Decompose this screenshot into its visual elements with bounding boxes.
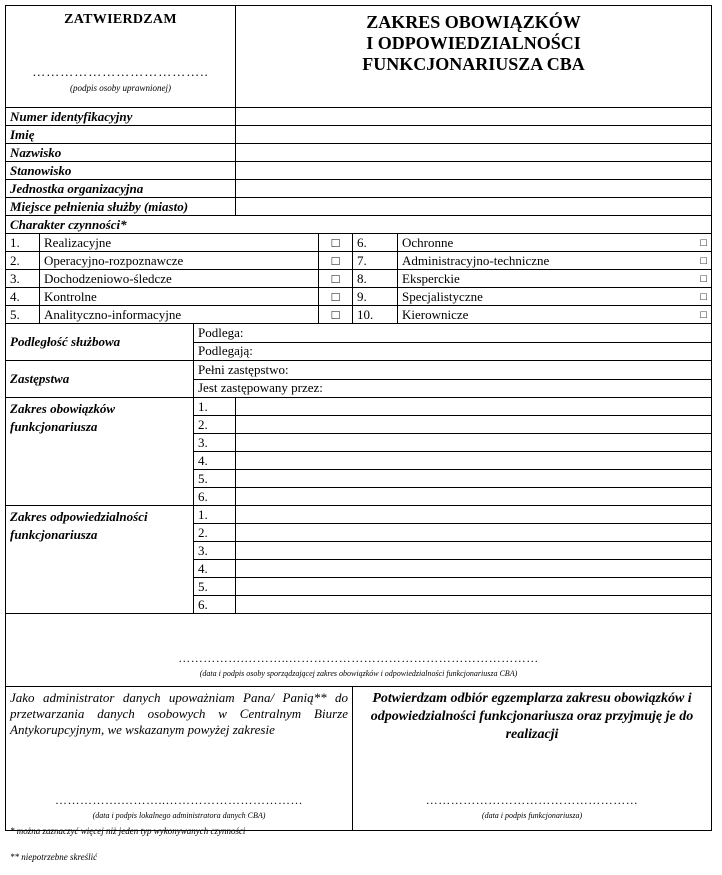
title-line-3: FUNKCJONARIUSZA CBA — [362, 54, 585, 74]
place-label: Miejsce pełnienia służby (miasto) — [6, 198, 236, 216]
first-name-label: Imię — [6, 126, 236, 144]
activity-number: 10. — [353, 306, 398, 324]
activity-checkbox[interactable]: □ — [319, 288, 353, 306]
responsibility-field[interactable] — [236, 578, 712, 596]
activity-label: Operacyjno-rozpoznawcze — [40, 252, 319, 270]
activity-row — [6, 288, 712, 306]
position-label: Stanowisko — [6, 162, 236, 180]
activity-checkbox[interactable]: □ — [700, 290, 708, 303]
activity-label: Kontrolne — [40, 288, 319, 306]
substitution-label: Zastępstwa — [6, 361, 194, 398]
reports-to-field[interactable]: Podlega: — [194, 324, 712, 343]
administrator-signature-line: …………….………..…………………………… — [55, 793, 303, 807]
activity-checkbox[interactable]: □ — [700, 272, 708, 285]
responsibility-field[interactable] — [236, 560, 712, 578]
activity-label: Eksperckie □ — [398, 270, 712, 288]
responsibility-number: 2. — [194, 524, 236, 542]
activity-row — [6, 306, 712, 324]
activity-label: Dochodzeniowo-śledcze — [40, 270, 319, 288]
substitutes-field[interactable]: Pełni zastępstwo: — [194, 361, 712, 380]
activity-number: 2. — [6, 252, 40, 270]
duty-field[interactable] — [236, 398, 712, 416]
unit-label: Jednostka organizacyjna — [6, 180, 236, 198]
activity-label: Realizacyjne — [40, 234, 319, 252]
preparer-signature-line: …………….………..…………………………………………………… — [178, 651, 539, 665]
duties-form — [5, 5, 712, 831]
duties-label: Zakres obowiązków funkcjonariusza — [6, 398, 194, 506]
duty-number: 4. — [194, 452, 236, 470]
activity-checkbox[interactable]: □ — [319, 270, 353, 288]
activity-row — [6, 270, 712, 288]
approval-cell — [6, 6, 236, 108]
title-line-1: ZAKRES OBOWIĄZKÓW — [366, 12, 581, 32]
activity-number: 5. — [6, 306, 40, 324]
title-cell — [236, 6, 712, 108]
duty-field[interactable] — [236, 488, 712, 506]
responsibility-number: 1. — [194, 506, 236, 524]
activity-checkbox[interactable]: □ — [319, 252, 353, 270]
responsibility-number: 6. — [194, 596, 236, 614]
confirmation-cell — [353, 687, 712, 831]
administrator-caption: (data i podpis lokalnego administratora danych CBA) — [92, 811, 266, 820]
authorization-text: Jako administrator danych upoważniam Pana/ Panią** do przetwarzania danych osobowych w Centralnym Biurze Antykorupcyjnym, we wskazanym powyżej zakresie — [10, 690, 348, 737]
id-number-field[interactable] — [236, 108, 712, 126]
activity-label: Ochronne □ — [398, 234, 712, 252]
position-field[interactable] — [236, 162, 712, 180]
officer-caption: (data i podpis funkcjonariusza) — [481, 811, 583, 820]
duty-number: 6. — [194, 488, 236, 506]
preparer-signature-cell — [6, 614, 712, 687]
duty-field[interactable] — [236, 470, 712, 488]
title-line-2: I ODPOWIEDZIALNOŚCI — [366, 33, 581, 53]
last-name-label: Nazwisko — [6, 144, 236, 162]
activity-row — [6, 234, 712, 252]
responsibility-label: Zakres odpowiedzialności funkcjonariusza — [6, 506, 194, 614]
subordinates-field[interactable]: Podlegają: — [194, 342, 712, 361]
responsibility-field[interactable] — [236, 506, 712, 524]
subordination-label: Podległość służbowa — [6, 324, 194, 361]
activity-label: Analityczno-informacyjne — [40, 306, 319, 324]
duty-field[interactable] — [236, 452, 712, 470]
activity-checkbox[interactable]: □ — [319, 306, 353, 324]
activity-row — [6, 252, 712, 270]
responsibility-field[interactable] — [236, 596, 712, 614]
activity-label: Administracyjno-techniczne □ — [398, 252, 712, 270]
activity-number: 6. — [353, 234, 398, 252]
unit-field[interactable] — [236, 180, 712, 198]
approve-title: ZATWIERDZAM — [64, 12, 177, 27]
form-page — [5, 5, 711, 831]
duty-number: 2. — [194, 416, 236, 434]
activity-number: 9. — [353, 288, 398, 306]
place-field[interactable] — [236, 198, 712, 216]
footnote-2: ** niepotrzebne skreślić — [10, 852, 98, 862]
responsibility-number: 5. — [194, 578, 236, 596]
duty-number: 1. — [194, 398, 236, 416]
activity-label: Kierownicze □ — [398, 306, 712, 324]
activity-label: Charakter czynności* — [6, 216, 712, 234]
activity-checkbox[interactable]: □ — [700, 236, 708, 249]
approve-signature-line: ……………………………….. — [32, 64, 209, 79]
officer-signature-line: …………………………………………… — [425, 793, 639, 807]
duty-field[interactable] — [236, 434, 712, 452]
confirmation-text: Potwierdzam odbiór egzemplarza zakresu obowiązków i odpowiedzialności funkcjonariusza oraz przyjmuję je do realizacji — [370, 691, 694, 742]
activity-number: 3. — [6, 270, 40, 288]
responsibility-number: 3. — [194, 542, 236, 560]
first-name-field[interactable] — [236, 126, 712, 144]
duty-number: 3. — [194, 434, 236, 452]
activity-number: 4. — [6, 288, 40, 306]
activity-number: 1. — [6, 234, 40, 252]
activity-checkbox[interactable]: □ — [700, 308, 708, 321]
authorization-cell — [6, 687, 353, 831]
responsibility-field[interactable] — [236, 524, 712, 542]
activity-checkbox[interactable]: □ — [319, 234, 353, 252]
activity-label: Specjalistyczne □ — [398, 288, 712, 306]
approve-caption: (podpis osoby uprawnionej) — [70, 83, 171, 93]
duty-field[interactable] — [236, 416, 712, 434]
id-number-label: Numer identyfikacyjny — [6, 108, 236, 126]
responsibility-field[interactable] — [236, 542, 712, 560]
footnote-1: * można zaznaczyć więcej niż jeden typ wykonywanych czynności — [10, 826, 246, 836]
activity-number: 7. — [353, 252, 398, 270]
substituted-by-field[interactable]: Jest zastępowany przez: — [194, 379, 712, 398]
responsibility-number: 4. — [194, 560, 236, 578]
activity-number: 8. — [353, 270, 398, 288]
preparer-caption: (data i podpis osoby sporządzającej zakres obowiązków i odpowiedzialności funkcjonariusza CBA) — [199, 669, 518, 678]
last-name-field[interactable] — [236, 144, 712, 162]
duty-number: 5. — [194, 470, 236, 488]
activity-checkbox[interactable]: □ — [700, 254, 708, 267]
